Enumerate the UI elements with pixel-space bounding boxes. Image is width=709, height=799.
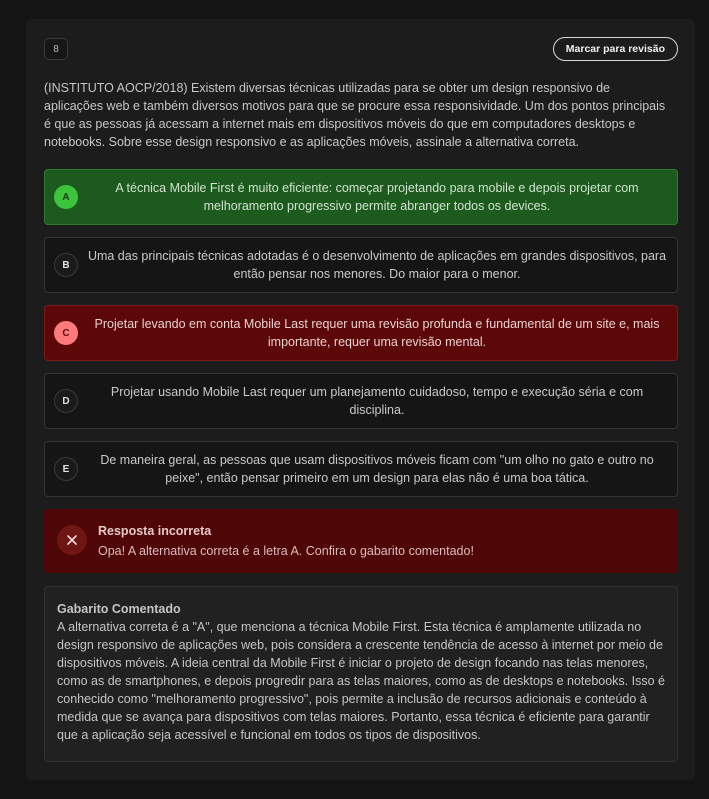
- option-letter-badge: D: [54, 389, 78, 413]
- option-text: Projetar levando em conta Mobile Last requer uma revisão profunda e fundamental de um site e, mais importante, requer uma revisão mental.: [94, 317, 660, 349]
- option-text: A técnica Mobile First é muito eficiente: começar projetando para mobile e depois projetar com melhoramento progressivo permite abranger todos os devices.: [115, 181, 639, 213]
- option-text: De maneira geral, as pessoas que usam dispositivos móveis ficam com "um olho no gato e outro no peixe", então pensar primeiro em um design para elas não é uma boa tática.: [100, 453, 654, 485]
- option-a[interactable]: [44, 169, 678, 225]
- question-text: (INSTITUTO AOCP/2018) Existem diversas técnicas utilizadas para se obter um design responsivo de aplicações web e também diversos motivos para que se procure essa responsividade. Um dos pontos principais é que as pessoas já acessam a internet mais em dispositivos móveis do que em computadores desktops e notebooks. Sobre esse design responsivo e as aplicações móveis, assinale a alternativa correta.: [44, 81, 666, 149]
- question-card: [26, 19, 695, 780]
- commentary-text: A alternativa correta é a "A", que menciona a técnica Mobile First. Esta técnica é amplamente utilizada no design responsivo de aplicações web, pois considera a crescente tendência de acesso à internet por meio de dispositivos móveis. A ideia central da Mobile First é iniciar o projeto de design focando nas telas menores, como as de smartphones, e depois progredir para as telas maiores, como as de desktops e notebooks. Isso é conhecido como "melhoramento progressivo", pois permite a inclusão de recursos adicionais e conteúdo à medida que se avança para dispositivos com telas maiores. Portanto, essa técnica é eficiente para garantir que a aplicação seja acessível e funcional em todos os tipos de dispositivos.: [57, 620, 665, 742]
- option-text: Projetar usando Mobile Last requer um planejamento cuidadoso, tempo e execução séria e com disciplina.: [110, 385, 644, 417]
- option-letter-badge: C: [54, 321, 78, 345]
- option-d[interactable]: [44, 373, 678, 429]
- option-text: Uma das principais técnicas adotadas é o desenvolvimento de aplicações em grandes dispositivos, para então pensar nos menores. Do maior para o menor.: [87, 249, 667, 281]
- commentary-title: Gabarito Comentado: [57, 602, 181, 616]
- option-c[interactable]: [44, 305, 678, 361]
- incorrect-answer-feedback: [44, 509, 678, 573]
- answer-commentary: [44, 586, 678, 762]
- question-number: 8: [44, 38, 68, 60]
- feedback-title: Resposta incorreta: [98, 524, 212, 538]
- option-letter-badge: B: [54, 253, 78, 277]
- mark-for-review-button[interactable]: Marcar para revisão: [553, 37, 678, 61]
- option-e[interactable]: [44, 441, 678, 497]
- feedback-message: Opa! A alternativa correta é a letra A. Confira o gabarito comentado!: [98, 544, 474, 558]
- option-letter-badge: A: [54, 185, 78, 209]
- option-b[interactable]: [44, 237, 678, 293]
- option-letter-badge: E: [54, 457, 78, 481]
- close-icon: [57, 525, 87, 555]
